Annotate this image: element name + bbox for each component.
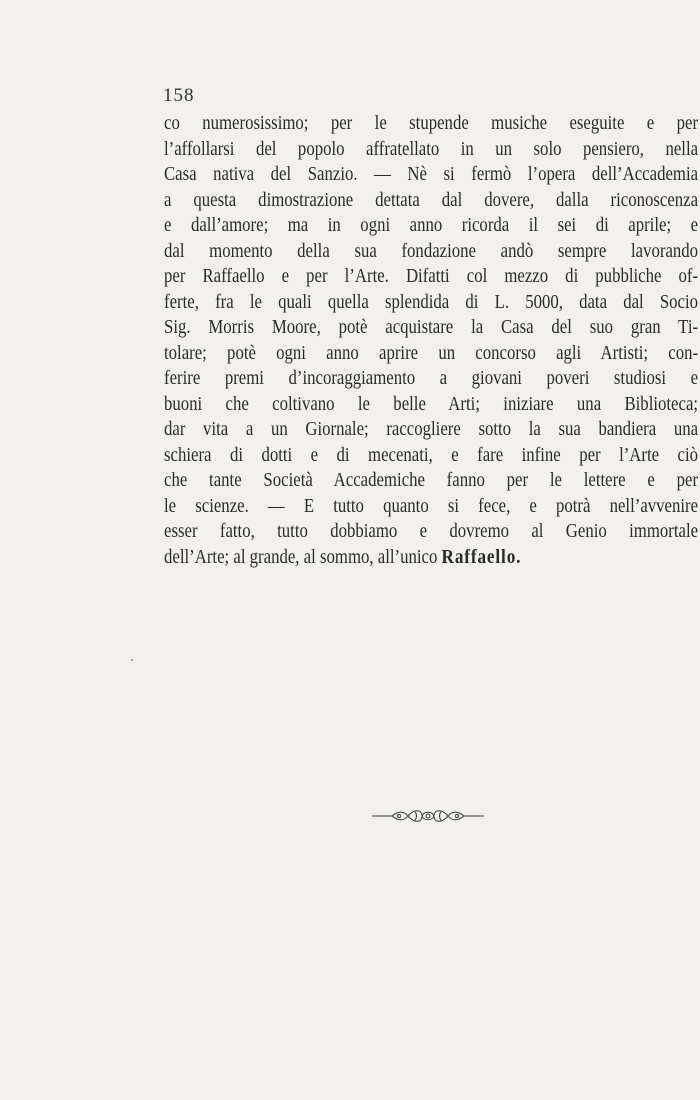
text-line: ferire premi d’incoraggiamento a giovani poveri studiosi e (164, 368, 699, 389)
text-line: tolare; potè ogni anno aprire un concorso agli Artisti; con- (164, 342, 699, 364)
text-line: le scienze. — E tutto quanto si fece, e potrà nell’avvenire (164, 495, 699, 517)
body-text (164, 111, 698, 570)
ornament-divider-icon (370, 808, 486, 824)
text-line: ferte, fra le quali quella splendida di L. 5000, data dal Socio (164, 291, 699, 313)
text-line: dal momento della sua fondazione andò sempre lavorando (164, 240, 699, 262)
text-line: a questa dimostrazione dettata dal dovere, dalla riconoscenza (164, 189, 699, 211)
text-line: buoni che coltivano le belle Arti; iniziare una Biblioteca; (164, 393, 699, 415)
text-line-final (164, 545, 698, 571)
paper-speck (131, 659, 133, 661)
text-line: esser fatto, tutto dobbiamo e dovremo al Genio immortale (164, 521, 699, 542)
text-line: l’affollarsi del popolo affratellato in un solo pensiero, nella (164, 138, 699, 160)
text-line: e dall’amore; ma in ogni anno ricorda il sei di aprile; e (164, 215, 699, 236)
text-line: co numerosissimo; per le stupende musiche eseguite e per (164, 113, 699, 134)
text-line: dar vita a un Giornale; raccogliere sotto la sua bandiera una (164, 419, 699, 440)
page-number: 158 (163, 85, 195, 106)
final-line-text: dell’Arte; al grande, al sommo, all’unico (164, 546, 442, 568)
text-line: Casa nativa del Sanzio. — Nè si fermò l’opera dell’Accademia (164, 164, 699, 185)
text-line: schiera di dotti e di mecenati, e fare infine per l’Arte ciò (164, 444, 699, 466)
raffaello-name: Raffaello. (441, 545, 522, 568)
text-line: per Raffaello e per l’Arte. Difatti col mezzo di pubbliche of- (164, 266, 699, 287)
text-line: Sig. Morris Moore, potè acquistare la Casa del suo gran Ti- (164, 317, 699, 338)
text-line: che tante Società Accademiche fanno per le lettere e per (164, 470, 699, 491)
